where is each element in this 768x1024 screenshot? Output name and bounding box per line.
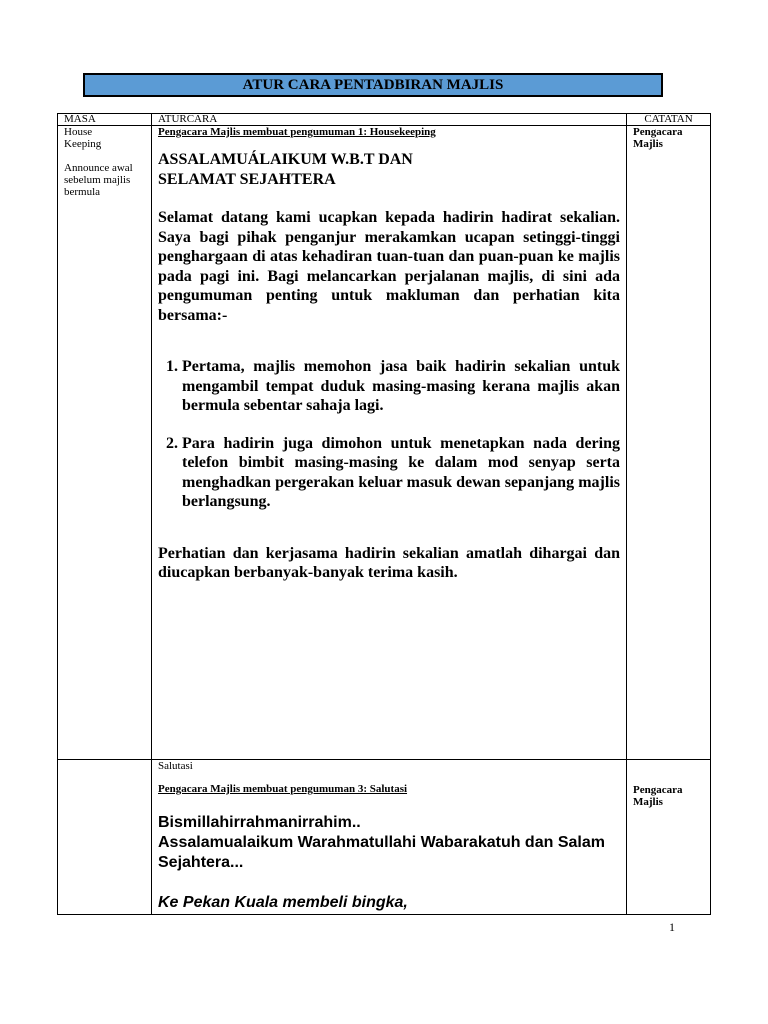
catatan-text: Pengacara Majlis <box>633 784 683 808</box>
pantun-line: Ke Pekan Kuala membeli bingka, <box>158 894 408 911</box>
header-masa: MASA <box>58 114 152 126</box>
catatan-cell <box>627 760 711 915</box>
salutation-line-2: Assalamualaikum Warahmatullahi Wabarakatuh dan Salam Sejahtera... <box>158 834 605 871</box>
header-aturcara: ATURCARA <box>152 114 627 126</box>
masa-cell <box>58 760 152 915</box>
document-title: ATUR CARA PENTADBIRAN MAJLIS <box>83 73 663 97</box>
announcement-list <box>158 357 620 512</box>
table-row <box>58 126 711 760</box>
greeting-line-2: SELAMAT SEJAHTERA <box>158 171 336 188</box>
agenda-table <box>57 113 711 915</box>
closing-paragraph: Perhatian dan kerjasama hadirin sekalian amatlah dihargai dan diucapkan berbanyak-banyak terima kasih. <box>158 544 620 581</box>
catatan-cell <box>627 126 711 760</box>
greeting-line-1: ASSALAMUÁLAIKUM W.B.T DAN <box>158 151 413 168</box>
catatan-text: Pengacara Majlis <box>633 126 683 150</box>
table-row <box>58 760 711 915</box>
masa-title: House Keeping <box>64 126 102 150</box>
salutation-line-1: Bismillahirrahmanirrahim.. <box>158 814 361 831</box>
aturcara-cell <box>152 126 627 760</box>
masa-note: Announce awal sebelum majlis bermula <box>64 162 133 198</box>
greeting <box>158 150 620 190</box>
welcome-paragraph: Selamat datang kami ucapkan kepada hadirin hadirat sekalian. Saya bagi pihak penganjur merakamkan ucapan setinggi-tinggi penghargaan di atas kehadiran tuan-tuan dan puan-puan ke majlis pada pagi ini. Bagi melancarkan perjalanan majlis, di sini ada pengumuman penting untuk makluman dan perhatian kita bersama:- <box>158 209 620 324</box>
header-catatan: CATATAN <box>627 114 711 126</box>
aturcara-cell <box>152 760 627 915</box>
table-header-row <box>58 114 711 126</box>
section-subtitle: Pengacara Majlis membuat pengumuman 3: Salutasi <box>158 783 408 795</box>
page-number: 1 <box>669 920 675 934</box>
masa-cell <box>58 126 152 760</box>
section-subtitle: Pengacara Majlis membuat pengumuman 1: Housekeeping <box>158 126 436 138</box>
salutasi-label: Salutasi <box>158 760 193 772</box>
list-item: 1. Pertama, majlis memohon jasa baik hadirin sekalian untuk mengambil tempat duduk masing-masing kerana majlis akan bermula sebentar sahaja lagi. <box>182 357 620 416</box>
list-item: 2. Para hadirin juga dimohon untuk menetapkan nada dering telefon bimbit masing-masing ke dalam mod senyap serta menghadkan pergerakan keluar masuk dewan sepanjang majlis berlangsung. <box>182 434 620 512</box>
